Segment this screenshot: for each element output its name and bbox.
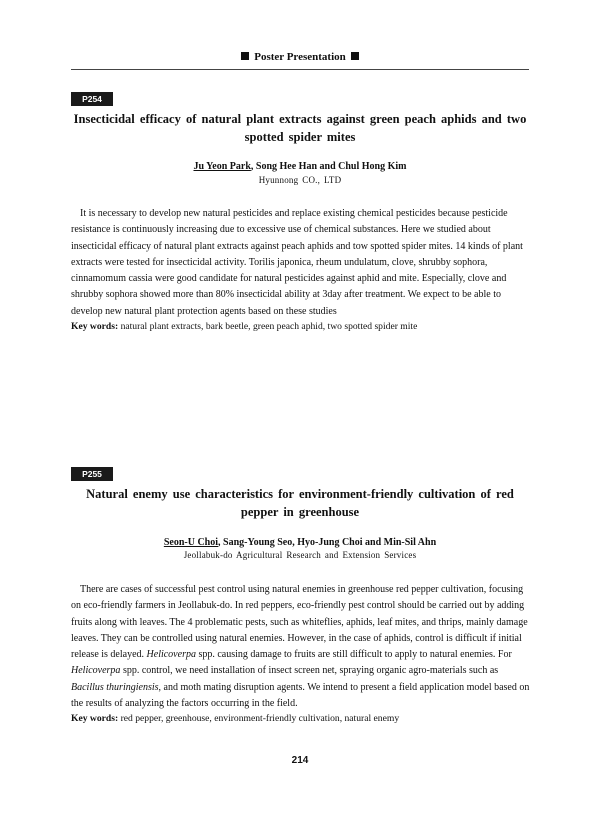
abstract-body: It is necessary to develop new natural pesticides and replace existing chemical pesticides because pesticide resistance is continuously increasing due to excessive use of chemical substances. Here we studied about insecticidal efficacy of natural plant extracts against peach aphids and tow spotted spider mites. 14 kinds of plant extracts were tested for insecticidal activity. Torilis japonica, rheum undulatum, clove, shrubby sophora, cinnamomum cassia were good candidate for natural pesticides against aphid and mite. Especially, clove and shrubby sophora showed more than 80% insecticidal ability at 3day after treatment. We expect to be able to develop new natural plant protection agents based on these studies <box>71 208 523 317</box>
keywords-list: red pepper, greenhouse, environment-friendly cultivation, natural enemy <box>120 713 400 724</box>
co-authors: , Song Hee Han and Chul Hong Kim <box>250 161 407 172</box>
page-header <box>71 51 529 63</box>
page-number: 214 <box>291 755 309 766</box>
abstract-title: Insecticidal efficacy of natural plant extracts against green peach aphids and two spotted spider mites <box>73 112 527 144</box>
co-authors: , Sang-Young Seo, Hyo-Jung Choi and Min-Sil Ahn <box>218 537 437 548</box>
abstract-code-badge: P255 <box>71 467 113 481</box>
square-bullet-icon <box>351 52 359 60</box>
square-bullet-icon <box>241 52 249 60</box>
abstract-title: Natural enemy use characteristics for environment-friendly cultivation of red pepper in greenhouse <box>86 487 514 519</box>
abstract-keywords <box>71 320 531 334</box>
presenting-author: Seon-U Choi <box>163 537 219 548</box>
keywords-label: Key words: <box>71 713 119 724</box>
presenting-author: Ju Yeon Park <box>193 161 251 172</box>
abstract-keywords <box>71 712 531 726</box>
abstract-affiliation: Jeollabuk-do Agricultural Research and Extension Services <box>183 550 417 560</box>
keywords-label: Key words: <box>71 321 119 332</box>
keywords-list: natural plant extracts, bark beetle, green peach aphid, two spotted spider mite <box>120 321 418 332</box>
abstract-authors <box>71 536 529 549</box>
header-title: Poster Presentation <box>254 51 346 63</box>
abstract-code-badge: P254 <box>71 92 113 106</box>
header-divider <box>71 69 529 70</box>
abstract-affiliation: Hyunnong CO., LTD <box>258 175 342 185</box>
abstract-authors <box>71 160 529 173</box>
abstract-body: There are cases of successful pest control using natural enemies in greenhouse red pepper cultivation, focusing on eco-friendly farmers in Jeollabuk-do. In red peppers, eco-friendly pest control should be carried out by adding fruits along with leaves. The 4 problematic pests, such as whiteflies, aphids, leaf mites, and thrips, mainly damage leaves. They can be controlled using natural enemies. However, in the case of aphids, control is difficult if initial release is delayed. Helicoverpa spp. causing damage to fruits are still difficult to apply to natural enemies. For Helicoverpa spp. control, we need installation of insect screen net, spraying organic agro-materials such as Bacillus thuringiensis, and moth mating disruption agents. We intend to present a field application model based on the results of analyzing the factors occurring in the field. <box>71 584 530 710</box>
